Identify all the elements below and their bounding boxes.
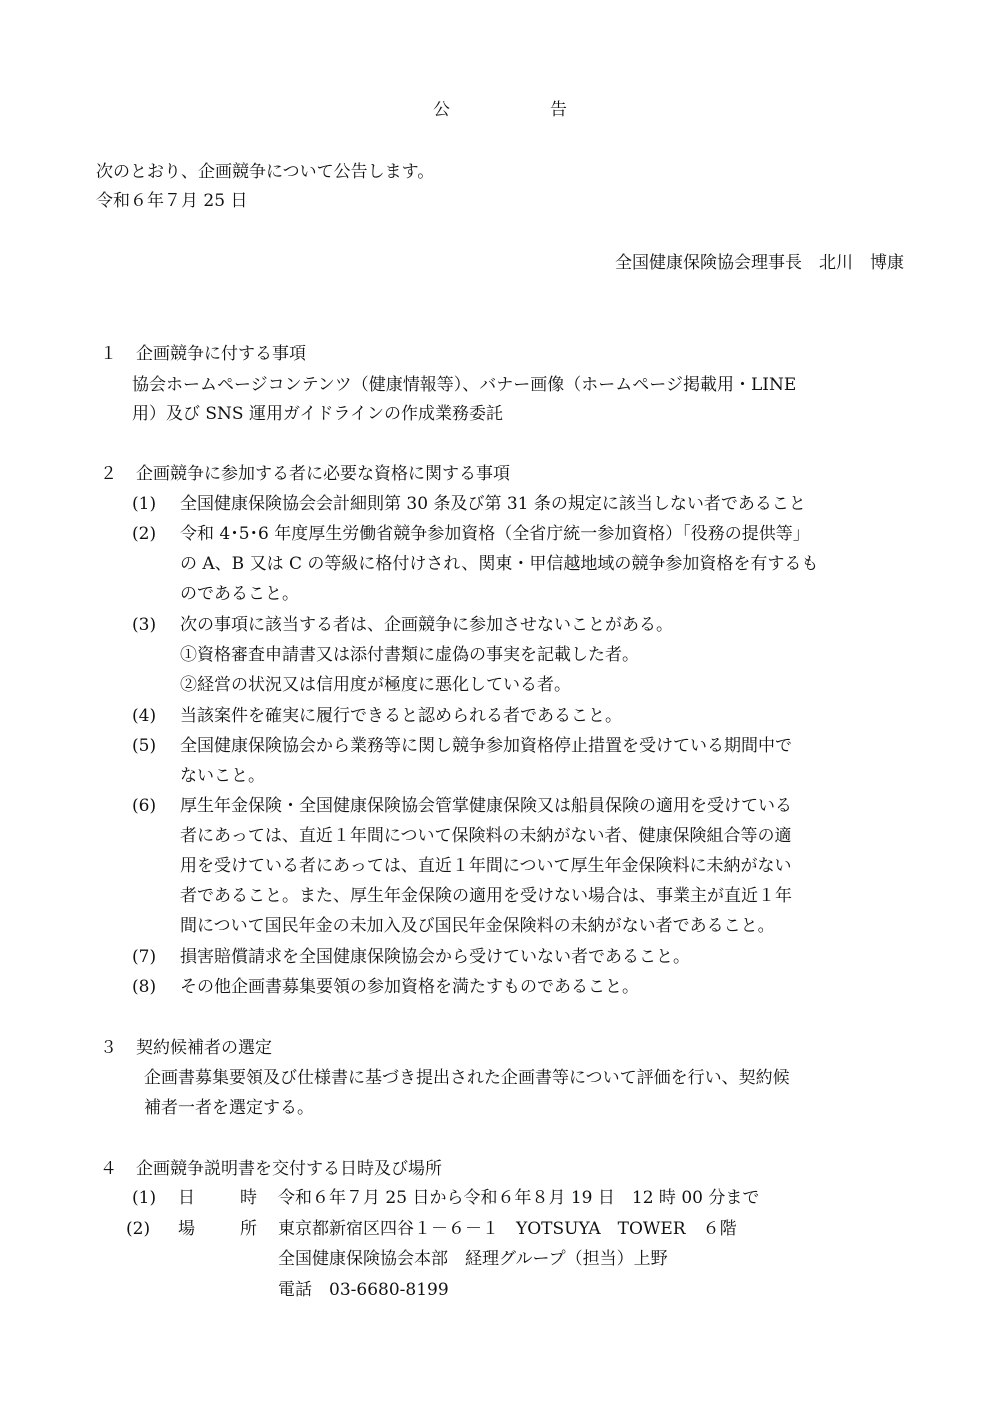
section-2-item-line: の A、B 又は C の等級に格付けされ、関東・甲信越地域の競争参加資格を有するも xyxy=(180,554,819,574)
section-2-item-number: (3) xyxy=(132,615,157,635)
issuer-name: 全国健康保険協会理事長 北川 博康 xyxy=(615,253,904,273)
section-4-number: ４ xyxy=(100,1159,117,1179)
section-1-heading: 企画競争に付する事項 xyxy=(136,344,306,364)
section-4-item-number: (2) xyxy=(126,1219,151,1239)
section-4-heading: 企画競争説明書を交付する日時及び場所 xyxy=(136,1159,442,1179)
section-2-item-line: 用を受けている者にあっては、直近１年間について厚生年金保険料に未納がない xyxy=(180,856,792,876)
section-4-item-line: 東京都新宿区四谷１－６－１ YOTSUYA TOWER ６階 xyxy=(278,1219,737,1239)
section-1-number: １ xyxy=(100,344,117,364)
section-1-body-line: 用）及び SNS 運用ガイドラインの作成業務委託 xyxy=(132,404,503,424)
section-4-item-label: 所 xyxy=(240,1219,257,1239)
section-2-item-line: 次の事項に該当する者は、企画競争に参加させないことがある。 xyxy=(180,615,673,635)
section-2-item-line: 厚生年金保険・全国健康保険協会管掌健康保険又は船員保険の適用を受けている xyxy=(180,796,792,816)
section-2-item-line: のであること。 xyxy=(180,584,299,604)
section-2-item-line: ②経営の状況又は信用度が極度に悪化している者。 xyxy=(180,675,571,695)
section-2-item-line: 間について国民年金の未加入及び国民年金保険料の未納がない者であること。 xyxy=(180,916,775,936)
section-3-heading: 契約候補者の選定 xyxy=(136,1038,272,1058)
section-2-item-number: (1) xyxy=(132,494,157,514)
intro-text: 次のとおり、企画競争について公告します。 xyxy=(96,162,435,182)
section-1-body-line: 協会ホームページコンテンツ（健康情報等）、バナー画像（ホームページ掲載用・LINE xyxy=(132,375,797,395)
section-2-item-line: 令和 4･5･6 年度厚生労働省競争参加資格（全省庁統一参加資格）｢役務の提供等｣ xyxy=(180,524,802,544)
section-4-item-label: 場 xyxy=(178,1219,195,1239)
section-2-item-number: (2) xyxy=(132,524,157,544)
section-2-item-line: 者であること。また、厚生年金保険の適用を受けない場合は、事業主が直近１年 xyxy=(180,886,792,906)
section-2-item-line: ①資格審査申請書又は添付書類に虚偽の事実を記載した者。 xyxy=(180,645,639,665)
section-2-item-line: その他企画書募集要領の参加資格を満たすものであること。 xyxy=(180,977,639,997)
section-4-item-number: (1) xyxy=(132,1188,157,1208)
document-title xyxy=(0,99,1000,121)
section-3-number: ３ xyxy=(100,1038,117,1058)
title-char-right: 告 xyxy=(550,100,567,120)
section-2-heading: 企画競争に参加する者に必要な資格に関する事項 xyxy=(136,464,510,484)
section-4-item-label: 日 xyxy=(178,1188,195,1208)
section-2-item-number: (4) xyxy=(132,706,157,726)
section-4-item-label: 時 xyxy=(240,1188,257,1208)
section-3-body-line: 企画書募集要領及び仕様書に基づき提出された企画書等について評価を行い、契約候 xyxy=(144,1068,790,1088)
section-3-body-line: 補者一者を選定する。 xyxy=(144,1098,314,1118)
section-2-number: ２ xyxy=(100,464,117,484)
section-2-item-number: (5) xyxy=(132,736,157,756)
section-2-item-line: 全国健康保険協会会計細則第 30 条及び第 31 条の規定に該当しない者であること xyxy=(180,494,806,514)
section-4-item-line: 電話 03-6680-8199 xyxy=(278,1280,449,1300)
section-4-item-line: 全国健康保険協会本部 経理グループ（担当）上野 xyxy=(278,1249,668,1269)
section-4-item-line: 令和６年７月 25 日から令和６年８月 19 日 12 時 00 分まで xyxy=(278,1188,760,1208)
notice-date: 令和６年７月 25 日 xyxy=(96,191,248,211)
section-2-item-line: 当該案件を確実に履行できると認められる者であること。 xyxy=(180,706,622,726)
section-2-item-line: ないこと。 xyxy=(180,766,265,786)
section-2-item-number: (6) xyxy=(132,796,157,816)
section-2-item-line: 全国健康保険協会から業務等に関し競争参加資格停止措置を受けている期間中で xyxy=(180,736,792,756)
section-2-item-number: (7) xyxy=(132,947,157,967)
title-char-left: 公 xyxy=(433,100,450,120)
section-2-item-number: (8) xyxy=(132,977,157,997)
section-2-item-line: 損害賠償請求を全国健康保険協会から受けていない者であること。 xyxy=(180,947,690,967)
section-2-item-line: 者にあっては、直近１年間について保険料の未納がない者、健康保険組合等の適 xyxy=(180,826,792,846)
